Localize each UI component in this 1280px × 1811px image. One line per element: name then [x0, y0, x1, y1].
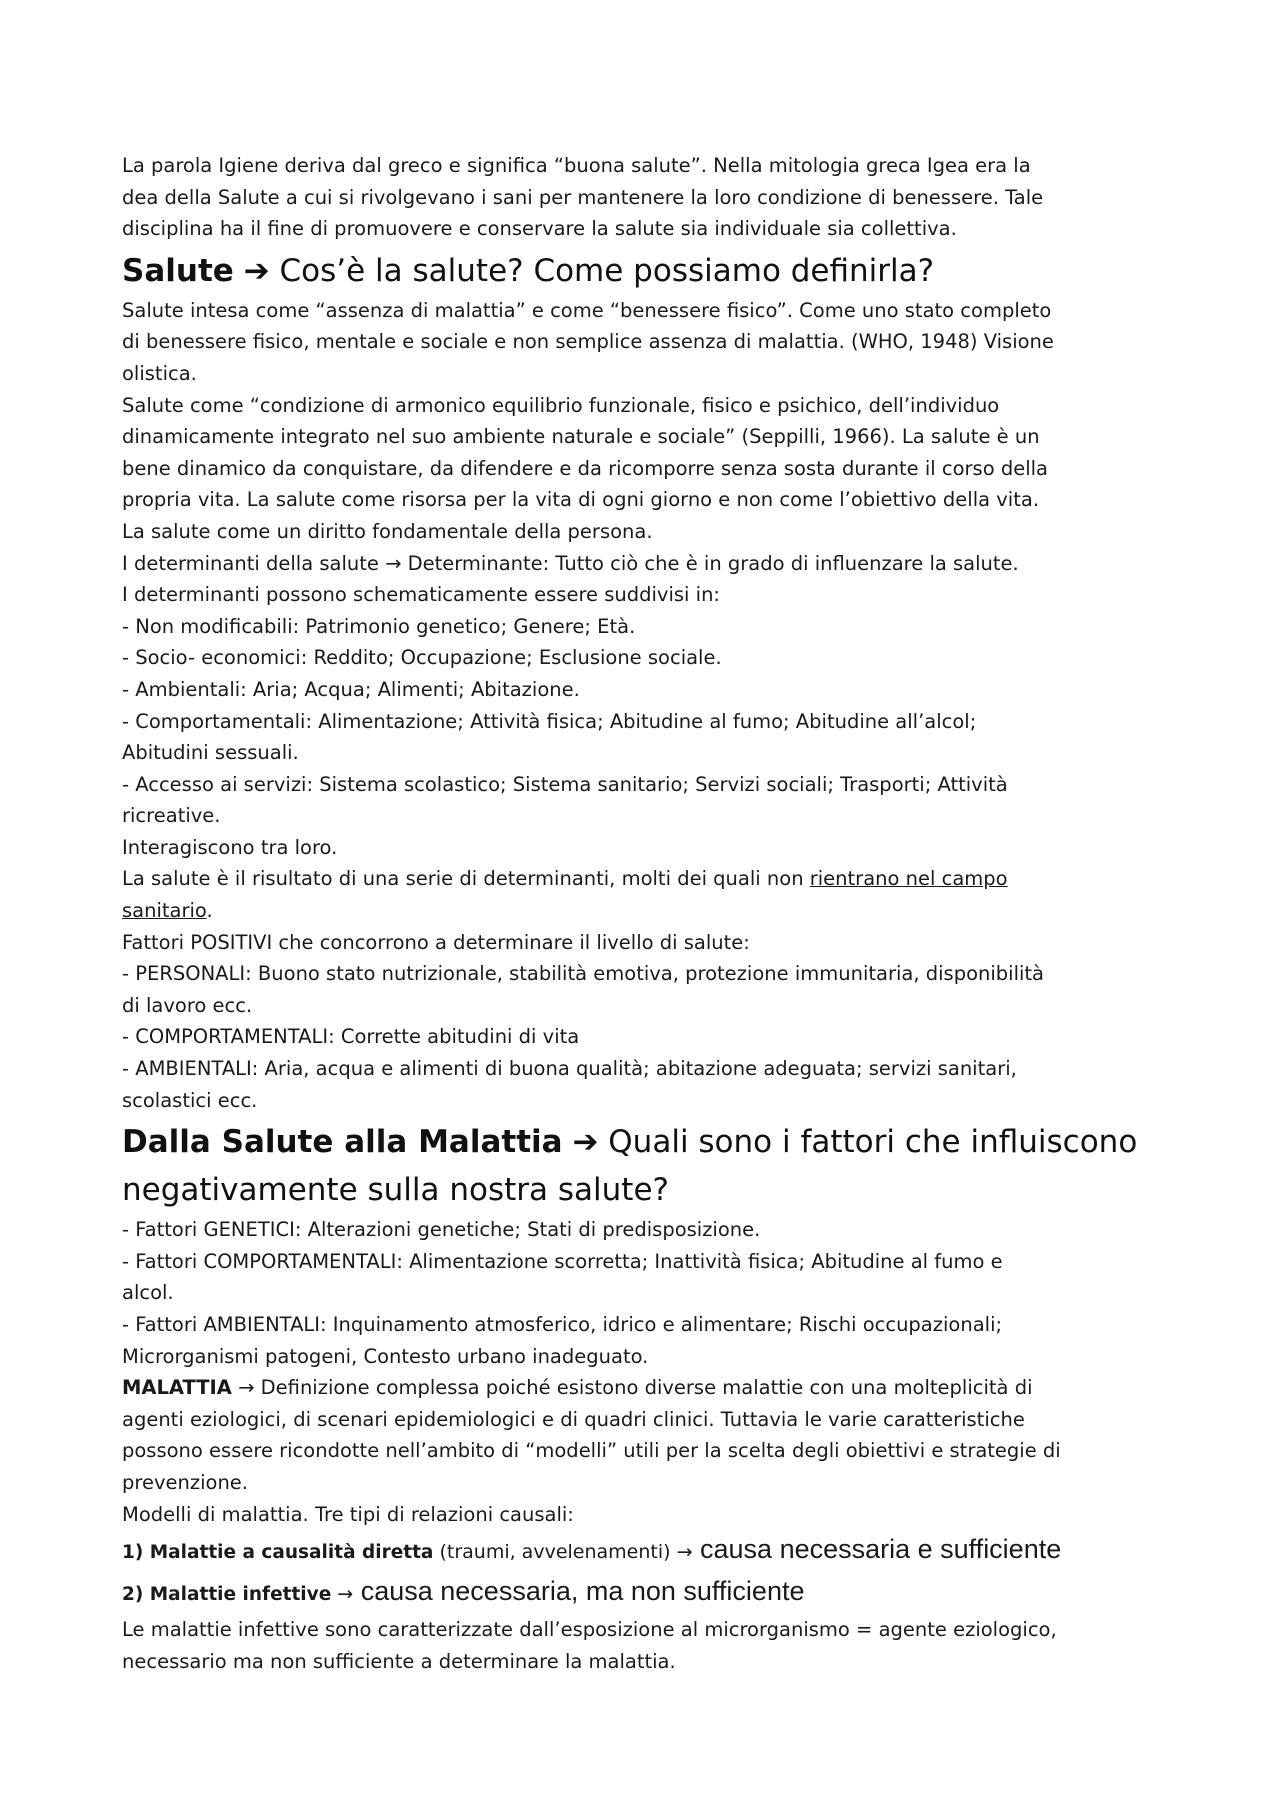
- text-line: bene dinamico da conquistare, da difendere e da ricomporre senza sosta durante il corso della: [122, 456, 1048, 480]
- section-malattia: [122, 1214, 1172, 1677]
- text-line: Salute come “condizione di armonico equilibrio funzionale, fisico e psichico, dell’individuo: [122, 393, 1000, 417]
- malattia-label: MALATTIA: [122, 1376, 232, 1400]
- model-item: [122, 1530, 1172, 1572]
- list-item: - PERSONALI: Buono stato nutrizionale, stabilità emotiva, protezione immunitaria, disponibilità: [122, 962, 1045, 986]
- list-item: - Fattori AMBIENTALI: Inquinamento atmosferico, idrico e alimentare; Rischi occupazionali;: [122, 1313, 1003, 1336]
- text-line: disciplina ha il fine di promuovere e conservare la salute sia individuale sia collettiva.: [122, 217, 957, 241]
- text-span: Definizione complessa poiché esistono diverse malattie con una molteplicità di: [254, 1376, 1033, 1400]
- list-item: - COMPORTAMENTALI: Corrette abitudini di vita: [122, 1025, 580, 1049]
- model-note: (traumi, avvelenamenti): [433, 1541, 677, 1564]
- text-span: La salute è il risultato di una serie di determinanti, molti dei quali non: [122, 867, 810, 891]
- text-line: olistica.: [122, 361, 197, 385]
- text-line: [122, 895, 1172, 927]
- list-item: - Ambientali: Aria; Acqua; Alimenti; Abitazione.: [122, 677, 580, 701]
- intro-paragraph: [122, 150, 1172, 245]
- list-item: - Comportamentali: Alimentazione; Attività fisica; Abitudine al fumo; Abitudine all’alcol;: [122, 709, 977, 733]
- text-line: [122, 863, 1172, 895]
- underlined-text: rientrano nel campo: [809, 867, 1008, 891]
- list-item: - Accesso ai servizi: Sistema scolastico; Sistema sanitario; Servizi sociali; Trasporti; Attività: [122, 772, 1008, 796]
- text-line: propria vita. La salute come risorsa per la vita di ogni giorno e non come l’obiettivo della vita.: [122, 488, 1040, 512]
- heading-bold: Salute: [122, 252, 234, 289]
- list-item: - AMBIENTALI: Aria, acqua e alimenti di buona qualità; abitazione adeguata; servizi sanitari,: [122, 1057, 1017, 1081]
- model-cause: causa necessaria e sufficiente: [692, 1534, 1062, 1565]
- text-line: scolastici ecc.: [122, 1088, 258, 1112]
- text-line: I determinanti possono schematicamente essere suddivisi in:: [122, 583, 721, 607]
- heading-rest: negativamente sulla nostra salute?: [122, 1172, 669, 1209]
- document-page: [122, 150, 1172, 1677]
- heading-malattia: [122, 1118, 1172, 1214]
- model-item: [122, 1572, 1172, 1614]
- text-line: agenti eziologici, di scenari epidemiologici e di quadri clinici. Tuttavia le varie caratteristiche: [122, 1407, 1025, 1431]
- text-line: Fattori POSITIVI che concorrono a determinare il livello di salute:: [122, 930, 750, 954]
- model-label: 2) Malattie infettive: [122, 1584, 332, 1606]
- heading-rest: Quali sono i fattori che influiscono: [608, 1124, 1138, 1161]
- arrow-right-icon: →: [337, 1583, 354, 1606]
- text-line: Abitudini sessuali.: [122, 741, 299, 765]
- text-line: di benessere fisico, mentale e sociale e non semplice assenza di malattia. (WHO, 1948) Visione: [122, 330, 1054, 354]
- list-item: - Fattori COMPORTAMENTALI: Alimentazione scorretta; Inattività fisica; Abitudine al fumo e: [122, 1249, 1003, 1273]
- text-line: Microrganismi patogeni, Contesto urbano inadeguato.: [122, 1344, 649, 1368]
- text-line: dea della Salute a cui si rivolgevano i sani per mantenere la loro condizione di benessere. Tale: [122, 185, 1044, 209]
- list-item: - Fattori GENETICI: Alterazioni genetiche; Stati di predisposizione.: [122, 1218, 761, 1242]
- text-span: .: [206, 899, 213, 923]
- section-salute: [122, 295, 1172, 1116]
- heading-rest: Cos’è la salute? Come possiamo definirla?: [279, 252, 935, 289]
- list-item: - Non modificabili: Patrimonio genetico; Genere; Età.: [122, 614, 636, 638]
- list-item: - Socio- economici: Reddito; Occupazione; Esclusione sociale.: [122, 646, 722, 670]
- text-line: La parola Igiene deriva dal greco e significa “buona salute”. Nella mitologia greca Igea era la: [122, 154, 1031, 177]
- model-label: 1) Malattie a causalità diretta: [122, 1542, 434, 1564]
- arrow-right-icon: ➔: [572, 1124, 599, 1161]
- text-line: Salute intesa come “assenza di malattia” e come “benessere fisico”. Come uno stato completo: [122, 298, 1052, 322]
- underlined-text: sanitario: [122, 899, 207, 923]
- text-line: Modelli di malattia. Tre tipi di relazioni causali:: [122, 1502, 574, 1526]
- text-line: La salute come un diritto fondamentale della persona.: [122, 519, 653, 543]
- text-line: dinamicamente integrato nel suo ambiente naturale e sociale” (Seppilli, 1966). La salute è un: [122, 425, 1040, 449]
- text-line: ricreative.: [122, 804, 221, 828]
- arrow-right-icon: →: [238, 1376, 255, 1400]
- text-line: alcol.: [122, 1281, 174, 1305]
- text-line: prevenzione.: [122, 1470, 248, 1494]
- text-line: Interagiscono tra loro.: [122, 835, 338, 859]
- text-line: necessario ma non sufficiente a determinare la malattia.: [122, 1649, 676, 1673]
- text-line: [122, 1372, 1172, 1404]
- arrow-right-icon: ➔: [243, 252, 270, 289]
- text-line: Le malattie infettive sono caratterizzate dall’esposizione al microrganismo = agente eziologico,: [122, 1618, 1057, 1642]
- text-line: di lavoro ecc.: [122, 993, 253, 1017]
- text-line: possono essere ricondotte nell’ambito di “modelli” utili per la scelta degli obiettivi e strategie di: [122, 1439, 1061, 1463]
- heading-salute: [122, 247, 1172, 295]
- heading-bold: Dalla Salute alla Malattia: [122, 1124, 563, 1161]
- text-line: I determinanti della salute → Determinante: Tutto ciò che è in grado di influenzare la salute.: [122, 551, 1019, 575]
- model-cause: causa necessaria, ma non sufficiente: [353, 1576, 805, 1607]
- arrow-right-icon: →: [676, 1541, 693, 1564]
